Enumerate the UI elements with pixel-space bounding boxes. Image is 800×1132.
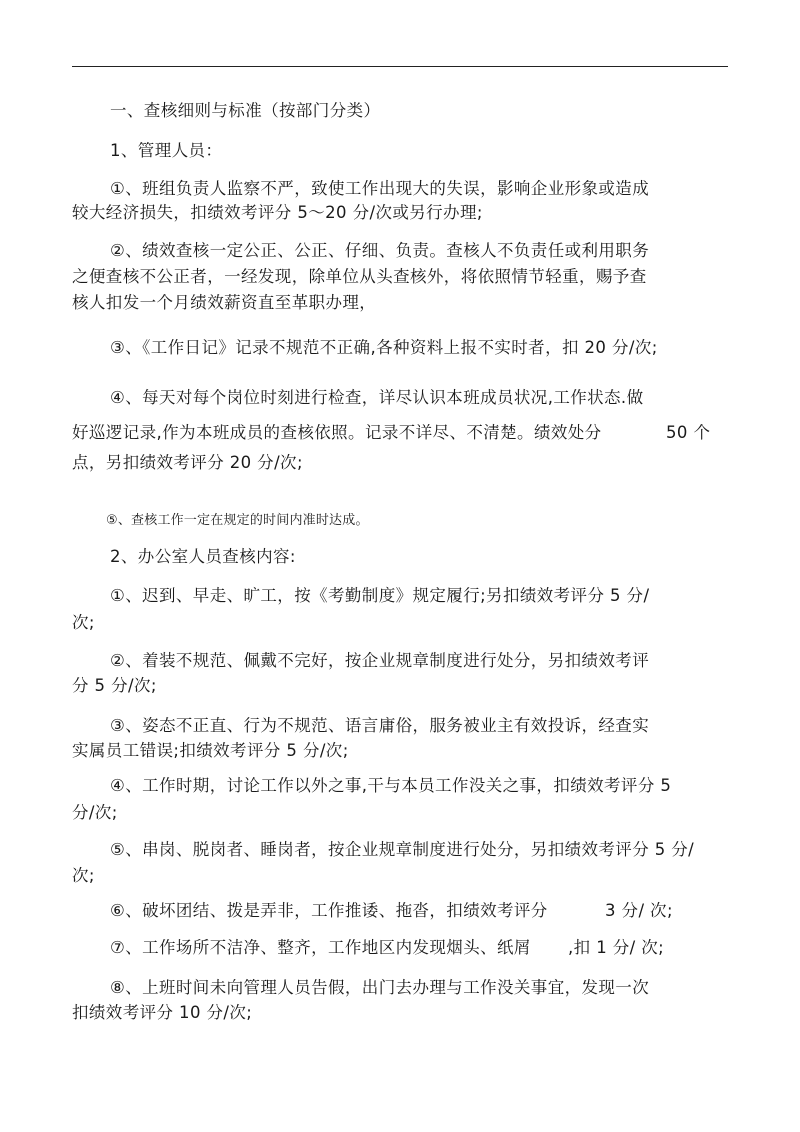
s1-item1-line2: 较大经济损失，扣绩效考评分 5～20 分/次或另行办理; xyxy=(72,203,483,222)
s1-item1-line1: ①、班组负责人监察不严，致使工作出现大的失误，影响企业形象或造成 xyxy=(110,179,650,198)
s1-item4-line2a: 好巡逻记录,作为本班成员的查核依照。记录不详尽、不清楚。绩效处分 xyxy=(72,423,602,442)
s2-item8-line2: 扣绩效考评分 10 分/次; xyxy=(72,1003,253,1022)
section2-title: 2、办公室人员查核内容: xyxy=(110,547,296,566)
s1-item4-line3: 点，另扣绩效考评分 20 分/次; xyxy=(72,453,303,472)
s1-item4-line1: ④、每天对每个岗位时刻进行检查，详尽认识本班成员状况,工作状态.做 xyxy=(110,388,644,407)
s2-item6-line1a: ⑥、破坏团结、拨是弄非，工作推诿、拖沓，扣绩效考评分 xyxy=(110,901,548,920)
s2-item3-line1: ③、姿态不正直、行为不规范、语言庸俗，服务被业主有效投诉，经查实 xyxy=(110,716,650,735)
s2-item4-line1: ④、工作时期，讨论工作以外之事,干与本员工作没关之事，扣绩效考评分 5 xyxy=(110,776,672,795)
s1-item2-line1: ②、绩效查核一定公正、公正、仔细、负责。查核人不负责任或利用职务 xyxy=(110,241,650,260)
s1-item2-line3: 核人扣发一个月绩效薪资直至革职办理， xyxy=(72,293,377,312)
s2-item8-line1: ⑧、上班时间未向管理人员告假，出门去办理与工作没关事宜，发现一次 xyxy=(110,978,650,997)
s2-item7-line1b: ,扣 1 分/ 次; xyxy=(568,938,665,957)
s2-item1-line2: 次; xyxy=(72,613,95,632)
header-rule xyxy=(72,66,728,67)
s2-item2-line1: ②、着装不规范、佩戴不完好，按企业规章制度进行处分，另扣绩效考评 xyxy=(110,651,650,670)
section-heading: 一、查核细则与标准（按部门分类） xyxy=(110,101,381,120)
s2-item2-line2: 分 5 分/次; xyxy=(72,676,157,695)
s2-item5-line2: 次; xyxy=(72,866,95,885)
section1-title: 1、管理人员： xyxy=(110,141,223,160)
s2-item6-line1b: 3 分/ 次; xyxy=(605,901,673,920)
s2-item3-line2: 实属员工错误;扣绩效考评分 5 分/次; xyxy=(72,741,349,760)
s2-item1-line1: ①、迟到、早走、旷工，按《考勤制度》规定履行;另扣绩效考评分 5 分/ xyxy=(110,586,650,605)
s1-item3-line1: ③、《工作日记》记录不规范不正确,各种资料上报不实时者，扣 20 分/次; xyxy=(110,338,658,357)
s2-item5-line1: ⑤、串岗、脱岗者、睡岗者，按企业规章制度进行处分，另扣绩效考评分 5 分/ xyxy=(110,840,695,859)
s1-item2-line2: 之便查核不公正者，一经发现，除单位从头查核外，将依照情节轻重，赐予查 xyxy=(72,267,647,286)
s2-item4-line2: 分/次; xyxy=(72,803,118,822)
s1-item4-line2b: 50 个 xyxy=(666,423,711,442)
s2-item7-line1a: ⑦、工作场所不洁净、整齐，工作地区内发现烟头、纸屑 xyxy=(110,938,531,957)
s1-item5-line1: ⑤、查核工作一定在规定的时间内准时达成。 xyxy=(106,513,369,528)
